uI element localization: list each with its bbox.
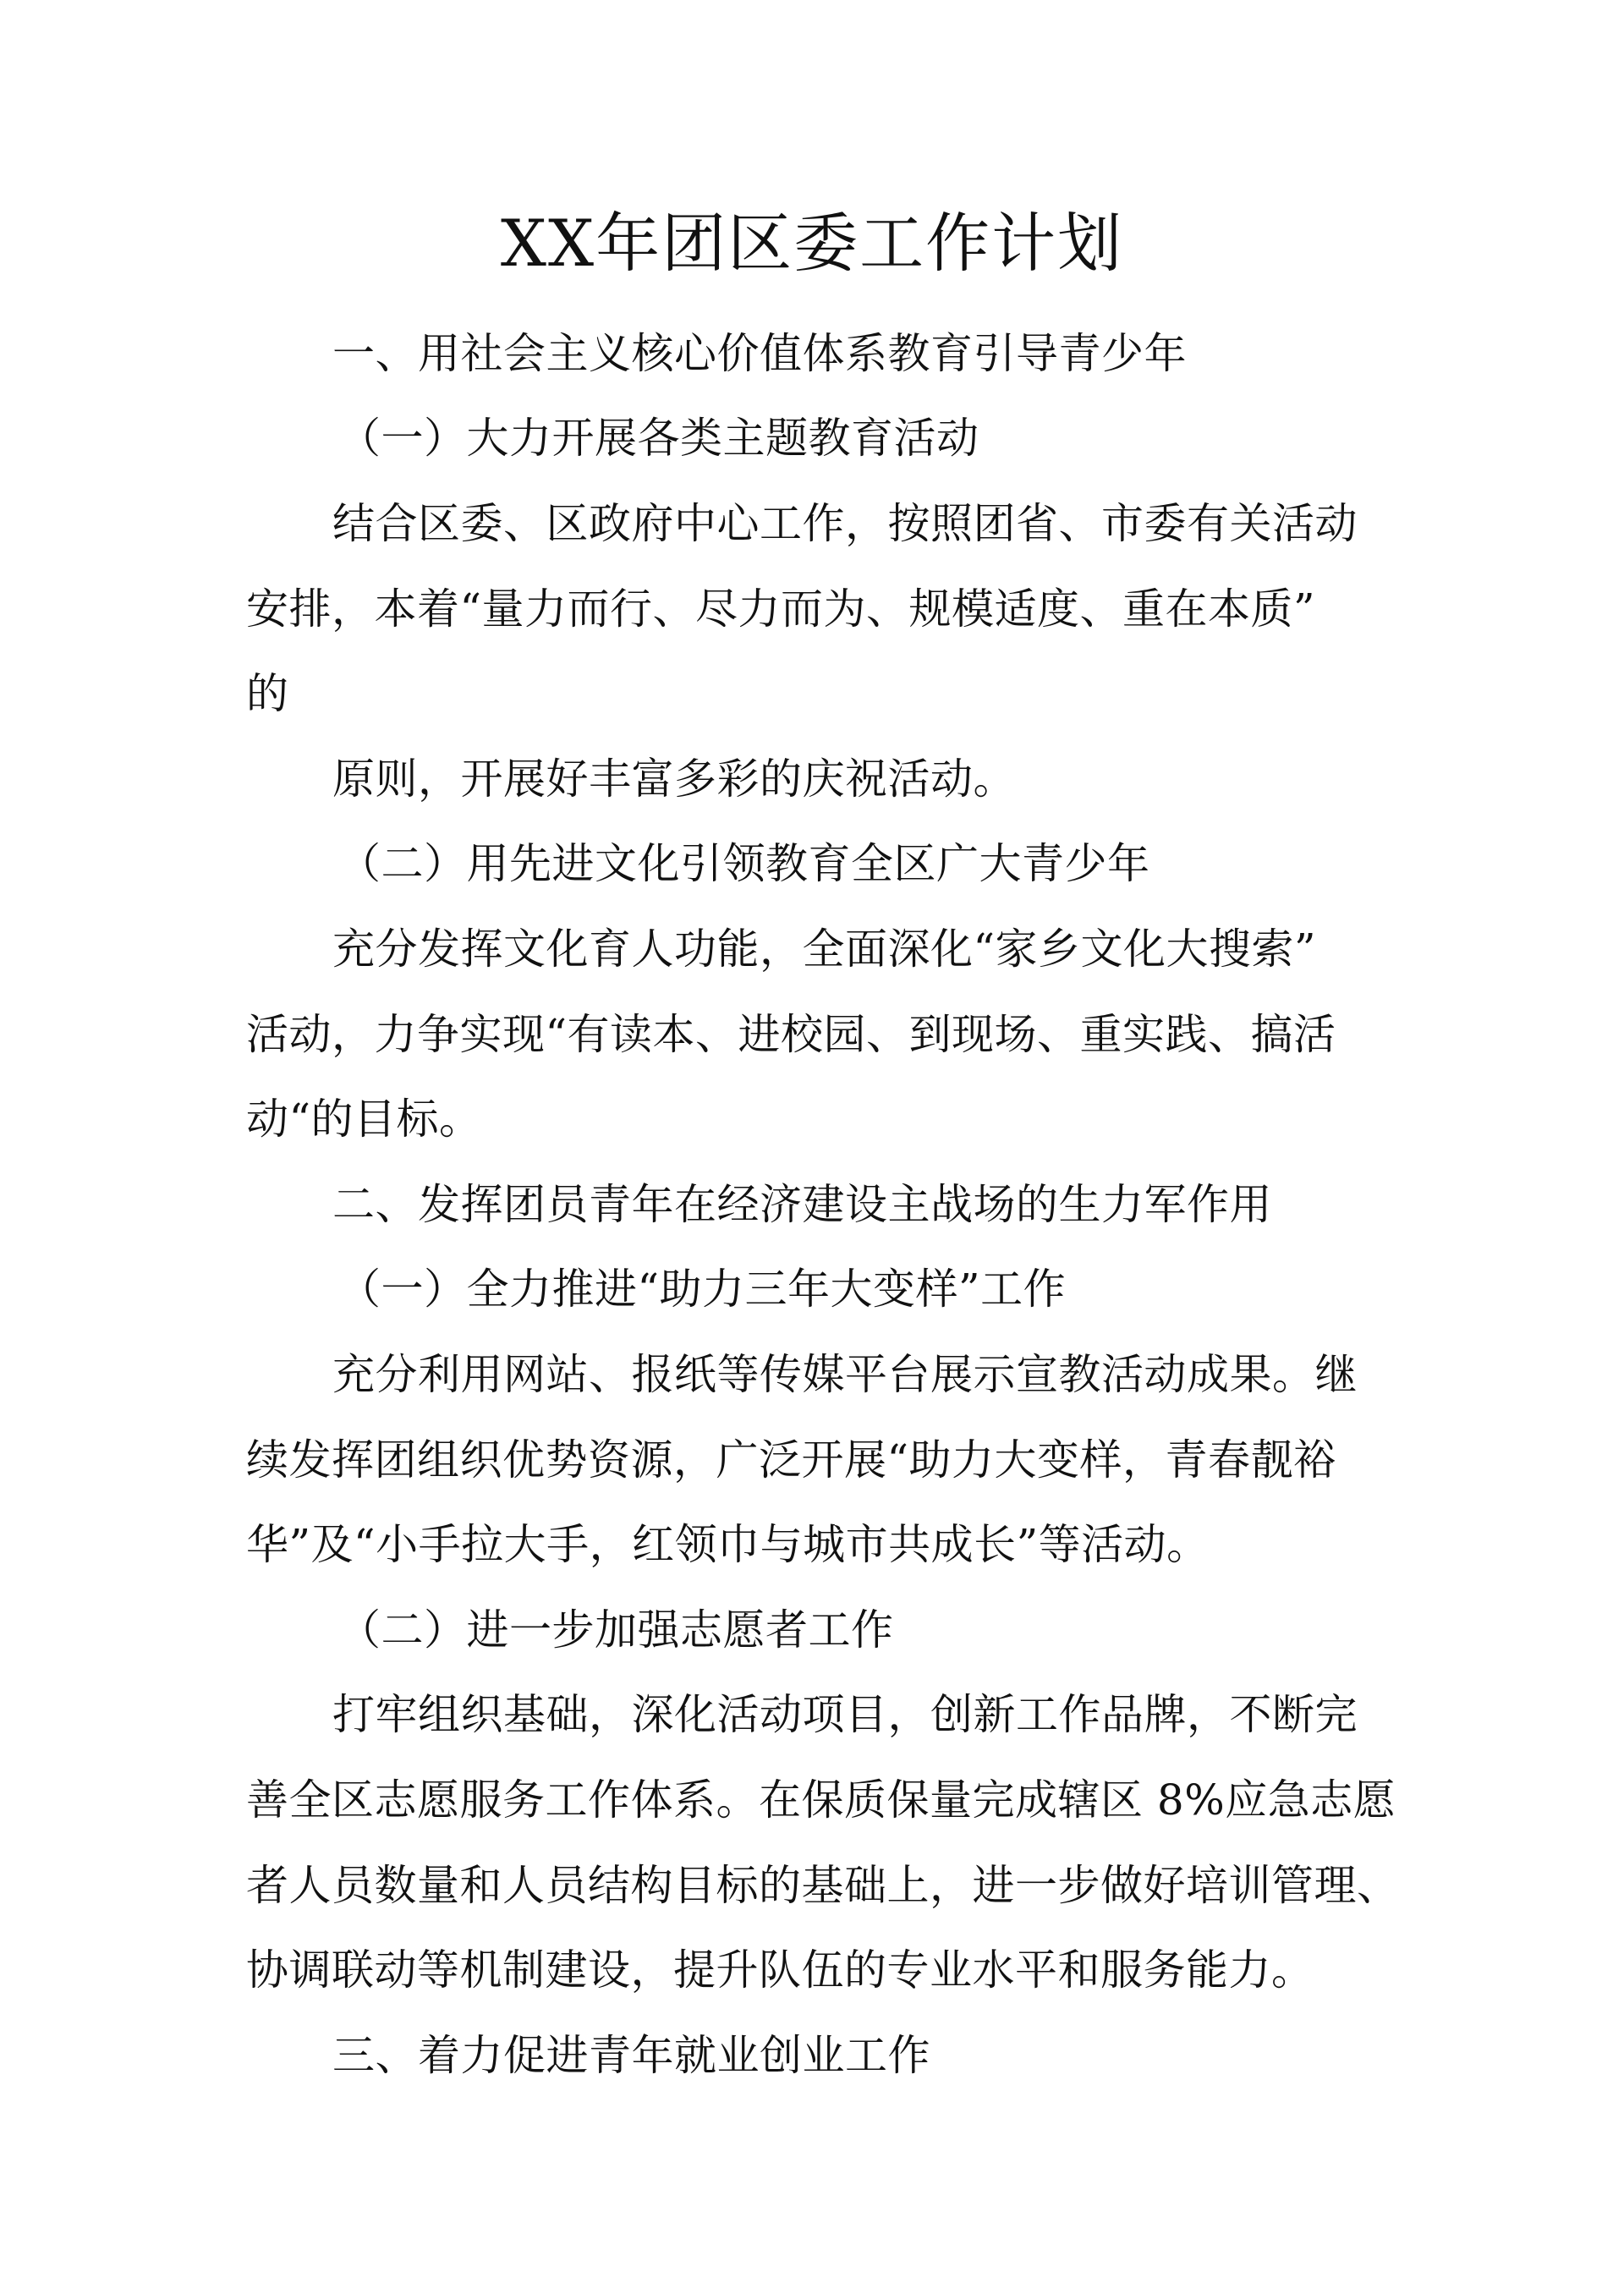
- subsection-heading-2-2: （二）进一步加强志愿者工作: [338, 1605, 894, 1655]
- paragraph-line: 安排，本着“量力而行、尽力而为、规模适度、重在本质”: [246, 584, 1316, 634]
- paragraph-line: 者人员数量和人员结构目标的基础上，进一步做好培训管理、: [246, 1861, 1400, 1910]
- paragraph-line: 动“的目标。: [246, 1095, 482, 1144]
- subsection-heading-1-1: （一）大力开展各类主题教育活动: [338, 414, 979, 463]
- subsection-heading-2-1: （一）全力推进“助力三年大变样”工作: [338, 1265, 1067, 1314]
- paragraph-line: 的: [246, 669, 289, 718]
- document-title: XX年团区委工作计划: [500, 206, 1124, 281]
- section-heading-2: 二、发挥团员青年在经济建设主战场的生力军作用: [332, 1180, 1272, 1229]
- paragraph-line: 原则，开展好丰富多彩的庆祝活动。: [332, 755, 1016, 804]
- paragraph-line: 充分利用网站、报纸等传媒平台展示宣教活动成果。继: [332, 1350, 1358, 1399]
- paragraph-line: 续发挥团组织优势资源，广泛开展“助力大变样，青春靓裕: [246, 1435, 1336, 1485]
- paragraph-line: 善全区志愿服务工作体系。在保质保量完成辖区 8%应急志愿: [246, 1775, 1396, 1825]
- section-heading-1: 一、用社会主义核心价值体系教育引导青少年: [332, 329, 1187, 378]
- subsection-heading-1-2: （二）用先进文化引领教育全区广大青少年: [338, 839, 1150, 888]
- paragraph-line: 华”及“小手拉大手，红领巾与城市共成长”等活动。: [246, 1520, 1210, 1569]
- section-heading-3: 三、着力促进青年就业创业工作: [332, 2031, 930, 2080]
- paragraph-line: 充分发挥文化育人功能，全面深化“家乡文化大搜索”: [332, 925, 1317, 974]
- paragraph-line: 协调联动等机制建设，提升队伍的专业水平和服务能力。: [246, 1946, 1314, 1995]
- paragraph-line: 打牢组织基础，深化活动项目，创新工作品牌，不断完: [332, 1690, 1358, 1739]
- paragraph-line: 活动，力争实现“有读本、进校园、到现场、重实践、搞活: [246, 1010, 1336, 1059]
- paragraph-line: 结合区委、区政府中心工作，按照团省、市委有关活动: [332, 499, 1358, 548]
